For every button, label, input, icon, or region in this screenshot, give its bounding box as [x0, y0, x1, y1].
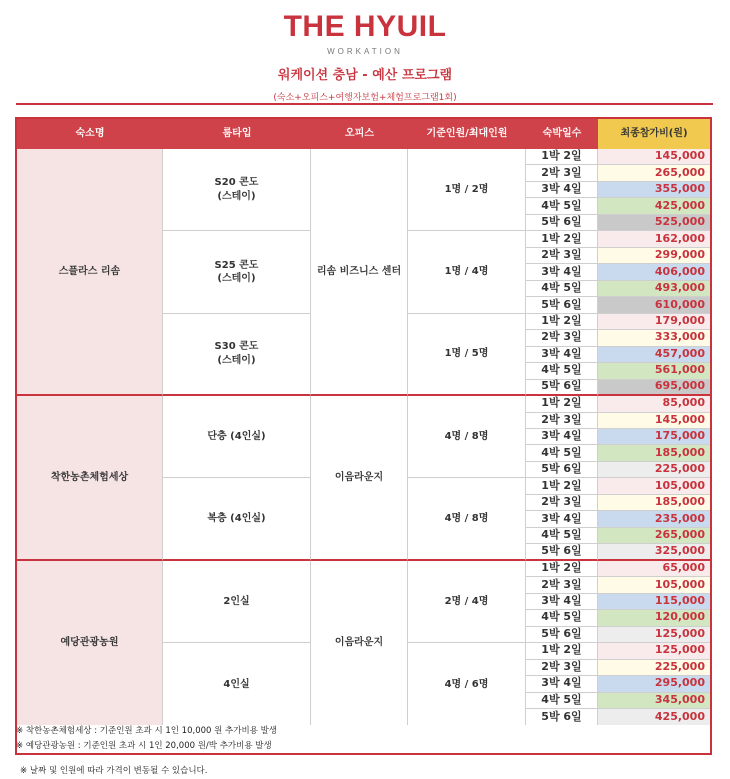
- capacity: 4명 / 8명: [408, 478, 526, 560]
- stay-nights: 5박 6일: [526, 380, 598, 396]
- stay-nights: 3박 4일: [526, 347, 598, 363]
- price-value: 299,000: [598, 248, 710, 264]
- stay-nights: 4박 5일: [526, 528, 598, 544]
- stay-nights: 4박 5일: [526, 281, 598, 297]
- lodging-name: 스플라스 리솜: [17, 149, 163, 396]
- price-value: 125,000: [598, 627, 710, 643]
- stay-nights: 4박 5일: [526, 610, 598, 626]
- stay-nights: 3박 4일: [526, 594, 598, 610]
- program-title: 워케이션 충남 - 예산 프로그램: [277, 68, 453, 83]
- program-subtitle: (숙소+오피스+여행자보험+체험프로그램1회): [273, 93, 457, 103]
- stay-nights: 1박 2일: [526, 149, 598, 165]
- lodging-name: 착한농촌체험세상: [17, 396, 163, 561]
- title-divider: [16, 103, 713, 105]
- capacity: 4명 / 6명: [408, 643, 526, 725]
- price-value: 325,000: [598, 544, 710, 560]
- price-value: 225,000: [598, 462, 710, 478]
- header-cell: 숙소명: [17, 119, 163, 149]
- capacity: 4명 / 8명: [408, 396, 526, 478]
- stay-nights: 5박 6일: [526, 462, 598, 478]
- price-value: 695,000: [598, 380, 710, 396]
- stay-nights: 2박 3일: [526, 248, 598, 264]
- stay-nights: 4박 5일: [526, 445, 598, 461]
- capacity: 2명 / 4명: [408, 561, 526, 643]
- room-type: S30 콘도 (스테이): [163, 314, 311, 396]
- stay-nights: 3박 4일: [526, 511, 598, 527]
- stay-nights: 5박 6일: [526, 627, 598, 643]
- price-value: 85,000: [598, 396, 710, 412]
- stay-nights: 2박 3일: [526, 330, 598, 346]
- stay-nights: 3박 4일: [526, 676, 598, 692]
- capacity: 1명 / 5명: [408, 314, 526, 396]
- stay-nights: 3박 4일: [526, 429, 598, 445]
- stay-nights: 2박 3일: [526, 660, 598, 676]
- price-value: 493,000: [598, 281, 710, 297]
- header-cell: 오피스: [311, 119, 408, 149]
- room-type: S20 콘도 (스테이): [163, 149, 311, 231]
- price-value: 235,000: [598, 511, 710, 527]
- room-type: 4인실: [163, 643, 311, 725]
- office-name: 리솜 비즈니스 센터: [311, 149, 408, 396]
- price-value: 425,000: [598, 198, 710, 214]
- price-value: 295,000: [598, 676, 710, 692]
- header-cell: 최종참가비(원): [598, 119, 710, 149]
- room-type: 2인실: [163, 561, 311, 643]
- price-value: 610,000: [598, 297, 710, 313]
- price-value: 265,000: [598, 528, 710, 544]
- stay-nights: 1박 2일: [526, 231, 598, 247]
- price-value: 162,000: [598, 231, 710, 247]
- stay-nights: 2박 3일: [526, 165, 598, 181]
- price-value: 145,000: [598, 149, 710, 165]
- price-value: 457,000: [598, 347, 710, 363]
- room-type: S25 콘도 (스테이): [163, 231, 311, 313]
- stay-nights: 1박 2일: [526, 561, 598, 577]
- price-value: 145,000: [598, 413, 710, 429]
- price-value: 179,000: [598, 314, 710, 330]
- stay-nights: 1박 2일: [526, 396, 598, 412]
- notes: [16, 724, 277, 754]
- stay-nights: 4박 5일: [526, 363, 598, 379]
- price-value: 175,000: [598, 429, 710, 445]
- stay-nights: 1박 2일: [526, 478, 598, 494]
- price-value: 355,000: [598, 182, 710, 198]
- stay-nights: 5박 6일: [526, 709, 598, 725]
- stay-nights: 2박 3일: [526, 577, 598, 593]
- price-value: 115,000: [598, 594, 710, 610]
- office-name: 이음라운지: [311, 396, 408, 561]
- price-table: [15, 117, 712, 755]
- stay-nights: 1박 2일: [526, 643, 598, 659]
- brand-subtitle: WORKATION: [327, 47, 403, 56]
- header-cell: 숙박일수: [526, 119, 598, 149]
- stay-nights: 3박 4일: [526, 264, 598, 280]
- price-value: 561,000: [598, 363, 710, 379]
- stay-nights: 3박 4일: [526, 182, 598, 198]
- stay-nights: 5박 6일: [526, 544, 598, 560]
- stay-nights: 1박 2일: [526, 314, 598, 330]
- price-value: 185,000: [598, 495, 710, 511]
- price-value: 105,000: [598, 478, 710, 494]
- stay-nights: 2박 3일: [526, 495, 598, 511]
- office-name: 이음라운지: [311, 561, 408, 726]
- footer-note: ※ 날짜 및 인원에 따라 가격이 변동될 수 있습니다.: [20, 766, 208, 776]
- header-cell: 기준인원/최대인원: [408, 119, 526, 149]
- price-value: 345,000: [598, 693, 710, 709]
- price-value: 525,000: [598, 215, 710, 231]
- note-2: ※ 예당관광농원 : 기준인원 초과 시 1인 20,000 원/박 추가비용 발생: [16, 741, 272, 751]
- price-value: 406,000: [598, 264, 710, 280]
- price-value: 333,000: [598, 330, 710, 346]
- stay-nights: 5박 6일: [526, 297, 598, 313]
- price-value: 120,000: [598, 610, 710, 626]
- note-1: ※ 착한농촌체험세상 : 기준인원 초과 시 1인 10,000 원 추가비용 발생: [16, 726, 278, 736]
- capacity: 1명 / 4명: [408, 231, 526, 313]
- lodging-name: 예당관광농원: [17, 561, 163, 726]
- price-value: 225,000: [598, 660, 710, 676]
- capacity: 1명 / 2명: [408, 149, 526, 231]
- price-value: 105,000: [598, 577, 710, 593]
- brand-logo: THE HYUIL: [283, 10, 447, 43]
- room-type: 단층 (4인실): [163, 396, 311, 478]
- stay-nights: 5박 6일: [526, 215, 598, 231]
- price-value: 265,000: [598, 165, 710, 181]
- header-cell: 룸타입: [163, 119, 311, 149]
- room-type: 복층 (4인실): [163, 478, 311, 560]
- price-value: 65,000: [598, 561, 710, 577]
- stay-nights: 4박 5일: [526, 198, 598, 214]
- price-value: 185,000: [598, 445, 710, 461]
- price-value: 425,000: [598, 709, 710, 725]
- stay-nights: 4박 5일: [526, 693, 598, 709]
- stay-nights: 2박 3일: [526, 413, 598, 429]
- price-value: 125,000: [598, 643, 710, 659]
